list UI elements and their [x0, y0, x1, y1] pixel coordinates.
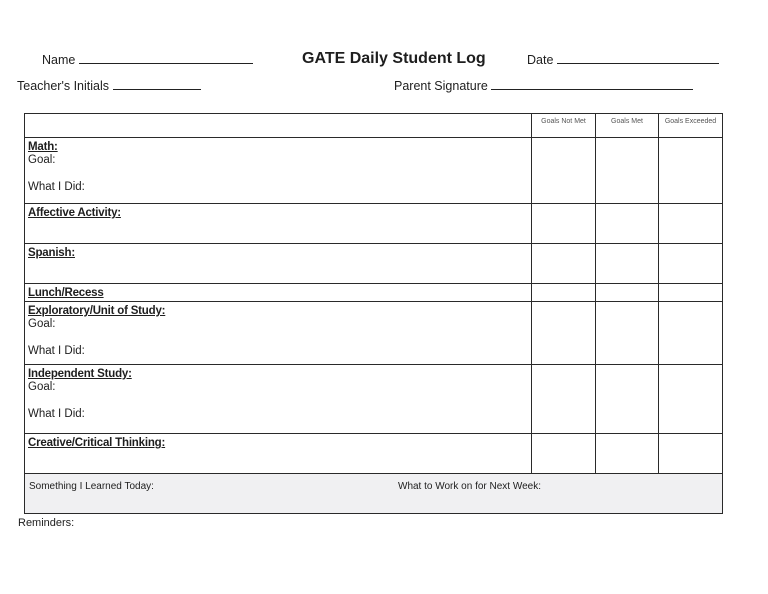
- date-field: [527, 53, 719, 67]
- checkbox-cell[interactable]: [532, 302, 596, 365]
- section-spanish[interactable]: [25, 244, 532, 284]
- checkbox-cell[interactable]: [596, 244, 659, 284]
- section-affective-activity[interactable]: [25, 204, 532, 244]
- footer-row: [25, 474, 723, 514]
- checkbox-cell[interactable]: [532, 284, 596, 302]
- checkbox-cell[interactable]: [532, 138, 596, 204]
- section-title: Exploratory/Unit of Study:: [28, 305, 166, 317]
- checkbox-cell[interactable]: [659, 434, 723, 474]
- section-independent-study[interactable]: [25, 365, 532, 434]
- goal-label: Goal:: [28, 318, 56, 330]
- parent-signature-label: Parent Signature: [394, 79, 488, 93]
- teacher-initials-field: [17, 79, 201, 93]
- section-row-spanish: [25, 244, 723, 284]
- section-creative-critical-thinking[interactable]: [25, 434, 532, 474]
- what-i-did-label: What I Did:: [28, 408, 85, 420]
- checkbox-cell[interactable]: [659, 284, 723, 302]
- section-exploratory[interactable]: [25, 302, 532, 365]
- checkbox-cell[interactable]: [532, 365, 596, 434]
- checkbox-cell[interactable]: [596, 434, 659, 474]
- checkbox-cell[interactable]: [596, 138, 659, 204]
- checkbox-cell[interactable]: [659, 138, 723, 204]
- column-header-row: [25, 114, 723, 138]
- reminders-label: Reminders:: [18, 517, 75, 529]
- checkbox-cell[interactable]: [532, 244, 596, 284]
- checkbox-cell[interactable]: [596, 302, 659, 365]
- col-goals-exceeded: Goals Exceeded: [659, 114, 723, 138]
- checkbox-cell[interactable]: [659, 365, 723, 434]
- something-learned-label: Something I Learned Today:: [29, 481, 154, 492]
- section-math[interactable]: [25, 138, 532, 204]
- next-week-label: What to Work on for Next Week:: [398, 481, 542, 492]
- section-row-independent: [25, 365, 723, 434]
- footer-cell[interactable]: [25, 474, 723, 514]
- section-row-creative: [25, 434, 723, 474]
- section-title: Affective Activity:: [28, 207, 121, 219]
- goal-label: Goal:: [28, 381, 56, 393]
- date-label: Date: [527, 53, 554, 67]
- col-goals-met: Goals Met: [596, 114, 659, 138]
- section-row-lunch: [25, 284, 723, 302]
- name-line[interactable]: [79, 62, 253, 64]
- what-i-did-label: What I Did:: [28, 181, 85, 193]
- teacher-initials-line[interactable]: [113, 88, 201, 90]
- date-line[interactable]: [557, 62, 719, 64]
- what-i-did-label: What I Did:: [28, 345, 85, 357]
- checkbox-cell[interactable]: [659, 302, 723, 365]
- blank-header-cell: [25, 114, 532, 138]
- name-field: [42, 53, 253, 67]
- parent-signature-line[interactable]: [491, 88, 693, 90]
- name-label: Name: [42, 53, 76, 67]
- section-row-math: [25, 138, 723, 204]
- section-row-exploratory: [25, 302, 723, 365]
- goal-label: Goal:: [28, 154, 56, 166]
- section-title: Spanish:: [28, 247, 75, 259]
- section-title: Math:: [28, 141, 58, 153]
- section-title: Independent Study:: [28, 368, 132, 380]
- col-goals-not-met: Goals Not Met: [532, 114, 596, 138]
- checkbox-cell[interactable]: [659, 204, 723, 244]
- teacher-initials-label: Teacher's Initials: [17, 79, 110, 93]
- parent-signature-field: [394, 79, 693, 93]
- checkbox-cell[interactable]: [596, 284, 659, 302]
- page-title: GATE Daily Student Log: [302, 50, 486, 67]
- checkbox-cell[interactable]: [532, 434, 596, 474]
- checkbox-cell[interactable]: [596, 204, 659, 244]
- log-table: [24, 113, 723, 514]
- checkbox-cell[interactable]: [659, 244, 723, 284]
- checkbox-cell[interactable]: [532, 204, 596, 244]
- section-row-affective: [25, 204, 723, 244]
- section-title: Creative/Critical Thinking:: [28, 437, 166, 449]
- section-lunch-recess: [25, 284, 532, 302]
- checkbox-cell[interactable]: [596, 365, 659, 434]
- section-title: Lunch/Recess: [28, 287, 104, 299]
